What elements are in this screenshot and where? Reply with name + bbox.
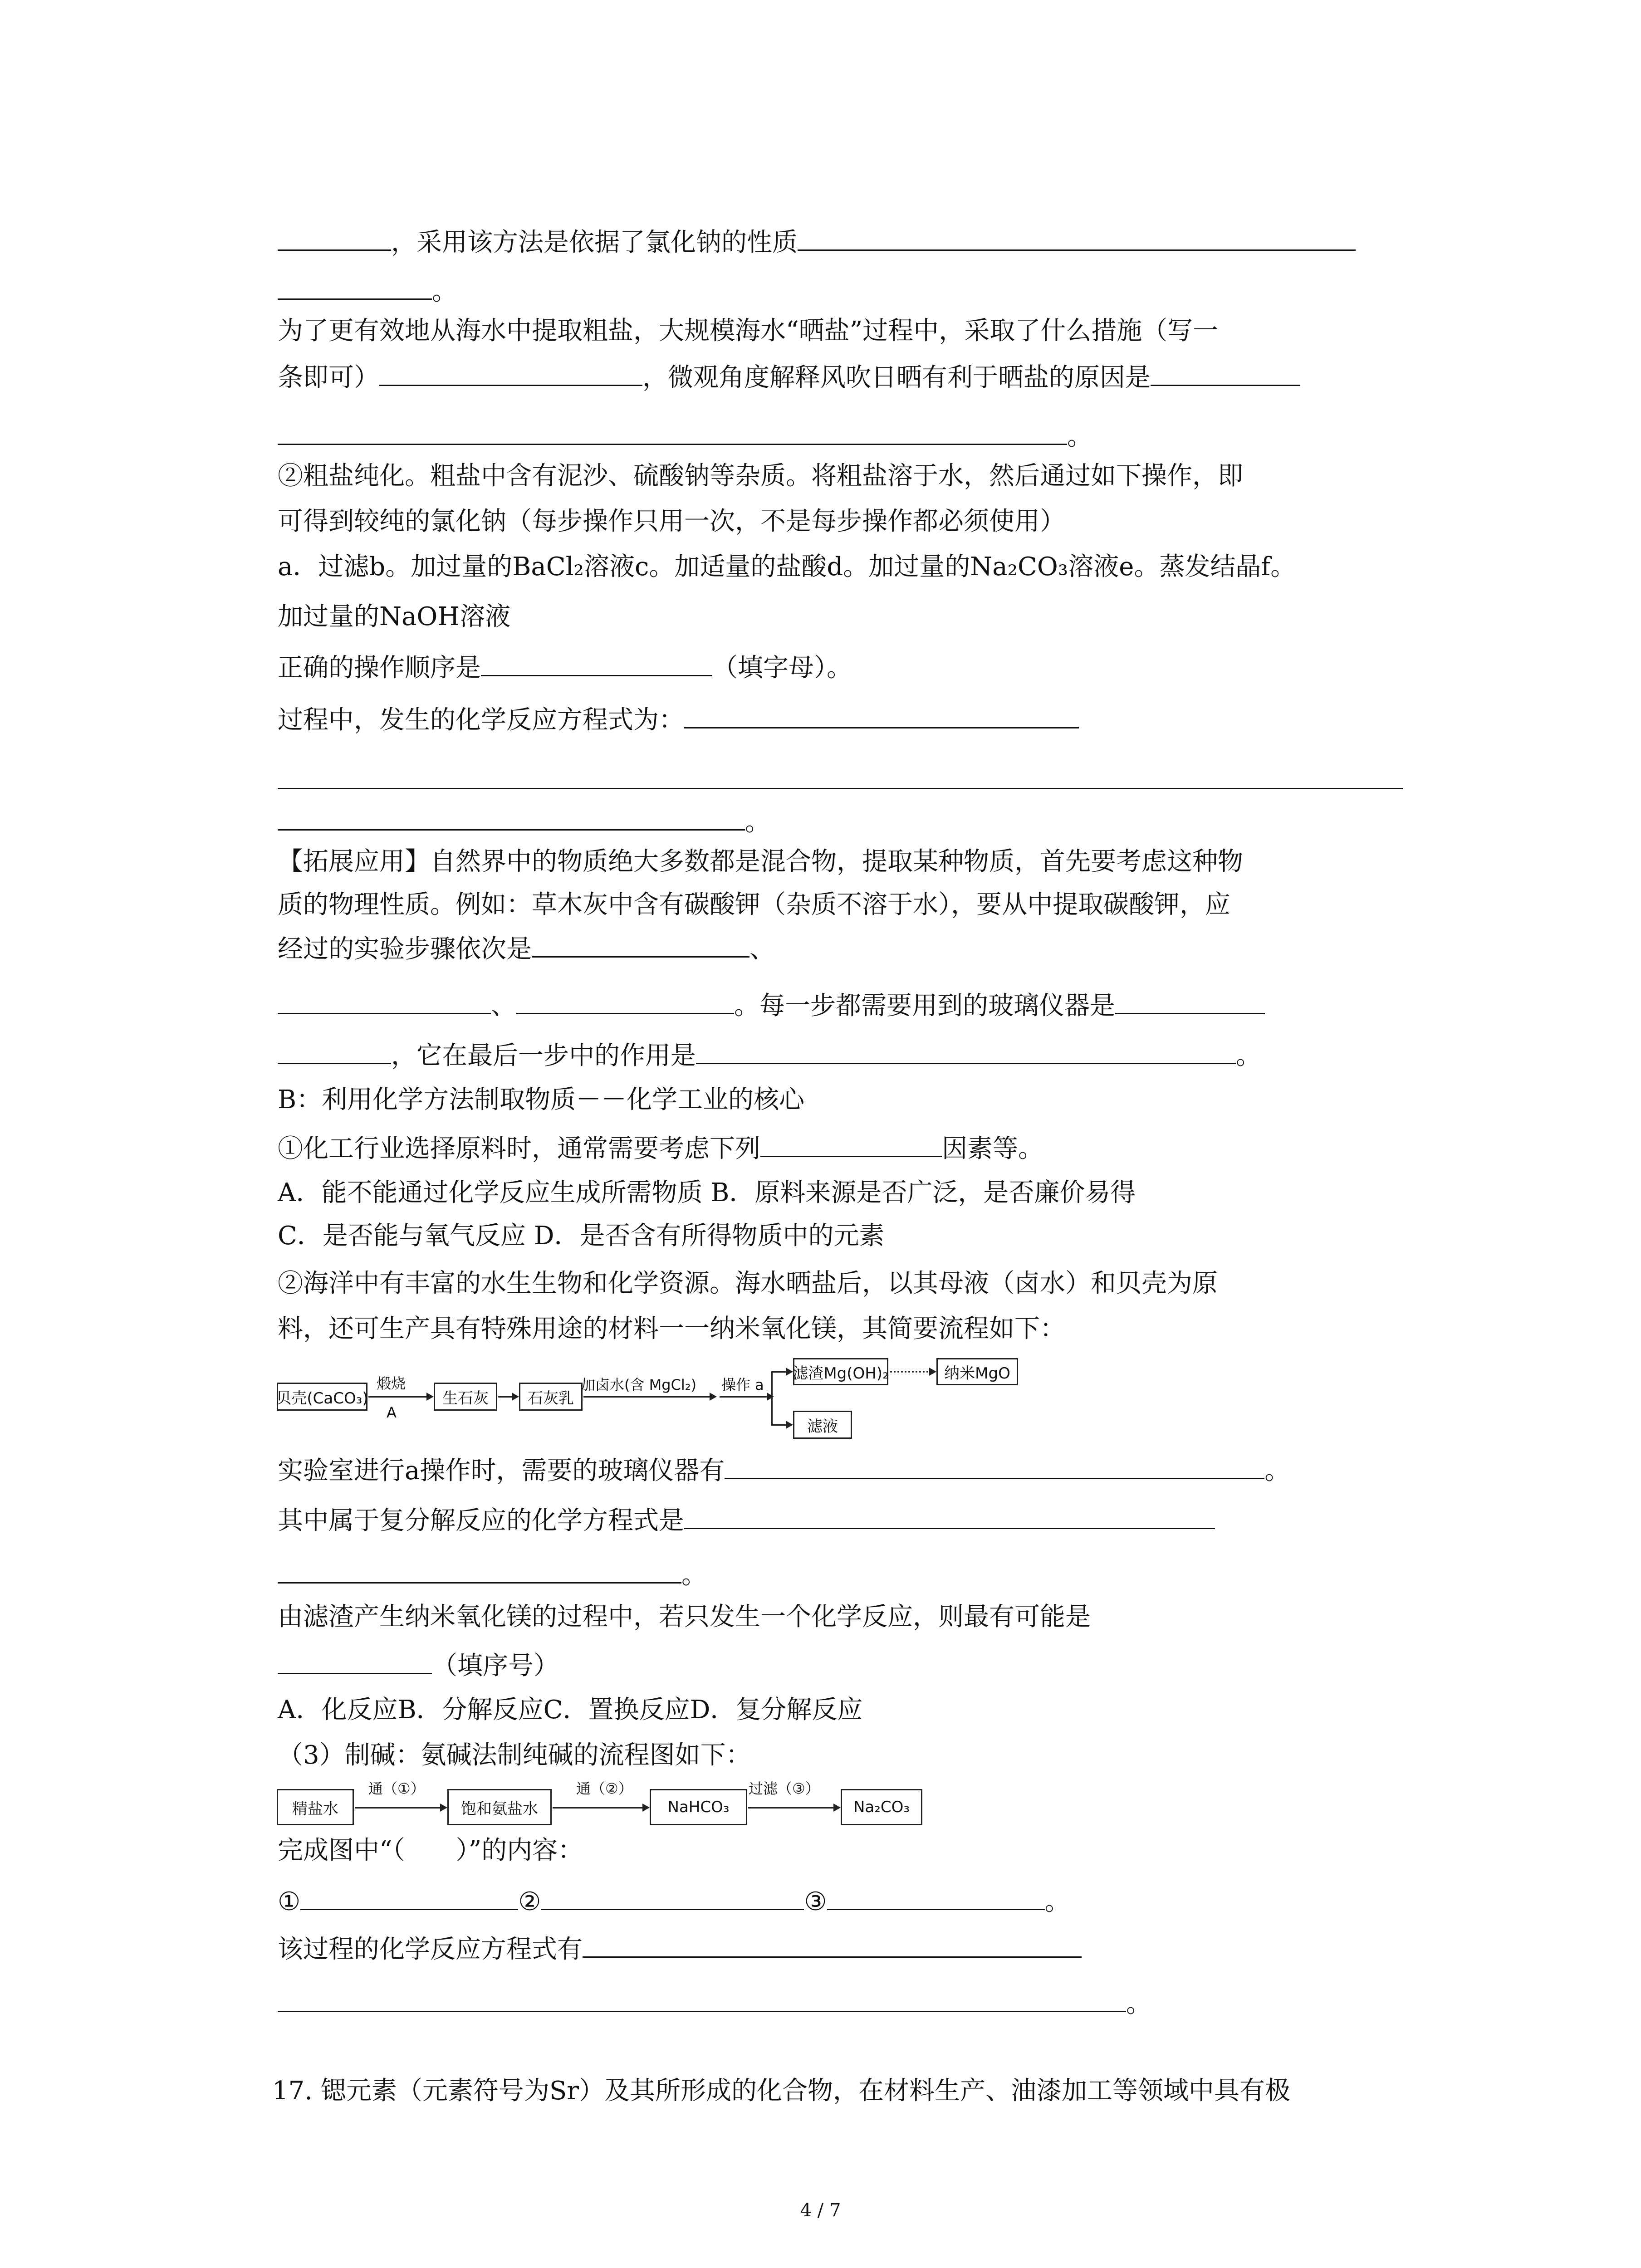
blank[interactable] xyxy=(696,1036,1236,1064)
line-31: （3）制碱：氨碱法制纯碱的流程图如下： xyxy=(278,1740,751,1770)
flow-label-a: A xyxy=(387,1404,397,1421)
flow2-box-na2co3: Na₂CO₃ xyxy=(841,1789,922,1825)
blank[interactable] xyxy=(278,1556,681,1584)
blank[interactable] xyxy=(725,1452,1264,1479)
text: ①化工行业选择原料时，通常需要考虑下列 xyxy=(278,1134,760,1163)
flow-box-shell: 贝壳(CaCO₃) xyxy=(277,1383,367,1411)
blank[interactable] xyxy=(278,272,432,300)
blank[interactable] xyxy=(278,1036,391,1064)
flow2-arrow-2 xyxy=(553,1807,648,1809)
line-16 xyxy=(278,930,775,968)
line-10 xyxy=(278,649,852,686)
blank[interactable] xyxy=(278,987,491,1014)
blank[interactable] xyxy=(379,358,642,386)
flow-box-residue: 滤渣Mg(OH)₂ xyxy=(793,1358,888,1385)
text: 。 xyxy=(681,1560,707,1590)
line-29 xyxy=(278,1647,559,1684)
line-19: B：利用化学方法制取物质－－化学工业的核心 xyxy=(278,1085,805,1114)
text: ，采用该方法是依据了氯化钠的性质 xyxy=(391,228,798,257)
text: 。 xyxy=(1236,1041,1261,1070)
flow-label-calcine: 煅烧 xyxy=(377,1375,406,1392)
answer-line[interactable] xyxy=(278,788,1403,789)
flow-arrow-3 xyxy=(583,1396,715,1398)
line-15: 质的物理性质。例如：草木灰中含有碳酸钾（杂质不溶于水），要从中提取碳酸钾，应 xyxy=(278,890,1230,919)
text: 。 xyxy=(1067,422,1092,451)
line-20 xyxy=(278,1129,1043,1167)
text: 。 xyxy=(745,807,770,837)
text: 条即可） xyxy=(278,363,379,392)
line-1 xyxy=(278,223,1356,261)
line-27 xyxy=(278,1556,707,1593)
line-28: 由滤渣产生纳米氧化镁的过程中，若只发生一个化学反应，则最有可能是 xyxy=(278,1602,1091,1632)
line-17 xyxy=(278,987,1265,1024)
text: ② xyxy=(518,1887,541,1916)
text: ，微观角度解释风吹日晒有利于晒盐的原因是 xyxy=(642,363,1151,392)
flow-arrow-lower xyxy=(771,1424,791,1426)
blank[interactable] xyxy=(278,803,745,831)
flow-arrow-2 xyxy=(498,1396,517,1398)
line-2 xyxy=(278,272,457,310)
blank[interactable] xyxy=(300,1882,518,1910)
flow2-label-2: 通（②） xyxy=(576,1780,633,1797)
flow-arrow-upper xyxy=(771,1371,791,1373)
flow2-arrow-1 xyxy=(355,1807,446,1809)
line-7: 可得到较纯的氯化钠（每步操作只用一次，不是每步操作都必须使用） xyxy=(278,507,1065,536)
blank[interactable] xyxy=(583,1930,1082,1958)
flow2-box-brine: 精盐水 xyxy=(277,1789,354,1825)
line-34 xyxy=(278,1930,1082,1968)
blank[interactable] xyxy=(760,1129,942,1157)
blank[interactable] xyxy=(1115,987,1265,1014)
line-4 xyxy=(278,358,1300,396)
text: 过程中，发生的化学反应方程式为： xyxy=(278,705,684,735)
blank[interactable] xyxy=(798,223,1356,251)
text: 其中属于复分解反应的化学方程式是 xyxy=(278,1506,684,1535)
blank[interactable] xyxy=(532,930,749,958)
flow-box-filtrate: 滤液 xyxy=(793,1411,852,1439)
line-18 xyxy=(278,1036,1261,1074)
line-26 xyxy=(278,1501,1215,1539)
text: ，它在最后一步中的作用是 xyxy=(391,1041,696,1070)
line-14: 【拓展应用】自然界中的物质绝大多数都是混合物，提取某种物质，首先要考虑这种物 xyxy=(278,847,1243,876)
flow-arrow-head xyxy=(930,1371,935,1373)
text: （填序号） xyxy=(432,1651,559,1681)
flow-label-operation-a: 操作 a xyxy=(721,1376,764,1393)
blank[interactable] xyxy=(278,223,391,251)
line-11 xyxy=(278,701,1079,738)
question-17: 17. 锶元素（元素符号为Sr）及其所形成的化合物，在材料生产、油漆加工等领域中具有极 xyxy=(272,2076,1290,2106)
blank[interactable] xyxy=(516,987,734,1014)
flow-arrow-4 xyxy=(720,1396,772,1398)
text: 实验室进行a操作时，需要的玻璃仪器有 xyxy=(278,1456,725,1486)
flow2-box-ammonia-brine: 饱和氨盐水 xyxy=(447,1789,552,1825)
page-number: 4 / 7 xyxy=(800,2200,841,2221)
text: 、 xyxy=(491,991,516,1021)
text: 正确的操作顺序是 xyxy=(278,653,481,683)
text: 该过程的化学反应方程式有 xyxy=(278,1935,583,1964)
text: 。 xyxy=(1264,1456,1290,1486)
blank[interactable] xyxy=(278,1984,1126,2012)
line-25 xyxy=(278,1452,1290,1489)
blank[interactable] xyxy=(278,417,1067,445)
line-32: 完成图中“（ ）”的内容： xyxy=(278,1836,583,1865)
line-30: A．化反应B．分解反应C．置换反应D．复分解反应 xyxy=(278,1695,863,1725)
flow-box-lime-milk: 石灰乳 xyxy=(519,1383,583,1411)
line-13 xyxy=(278,803,770,841)
line-35 xyxy=(278,1984,1151,2022)
flow2-arrow-3 xyxy=(748,1807,839,1809)
flow-box-quicklime: 生石灰 xyxy=(434,1383,497,1411)
flow-label-brine: 加卤水(含 MgCl₂) xyxy=(581,1376,697,1393)
line-24: 料，还可生产具有特殊用途的材料一一纳米氧化镁，其简要流程如下： xyxy=(278,1314,1065,1344)
line-6: ②粗盐纯化。粗盐中含有泥沙、硫酸钠等杂质。将粗盐溶于水，然后通过如下操作，即 xyxy=(278,461,1243,491)
blank[interactable] xyxy=(684,701,1079,728)
text: 。 xyxy=(1126,1989,1151,2019)
line-9: 加过量的NaOH溶液 xyxy=(278,602,511,631)
line-22: C．是否能与氧气反应 D．是否含有所得物质中的元素 xyxy=(278,1221,885,1251)
text: ① xyxy=(278,1887,301,1916)
line-23: ②海洋中有丰富的水生生物和化学资源。海水晒盐后，以其母液（卤水）和贝壳为原 xyxy=(278,1269,1218,1298)
flow2-box-nahco3: NaHCO₃ xyxy=(650,1789,747,1825)
flow-box-nano-mgo: 纳米MgO xyxy=(936,1358,1018,1385)
text: 。每一步都需要用到的玻璃仪器是 xyxy=(734,991,1115,1021)
flow-branch-line xyxy=(771,1371,773,1425)
line-21: A．能不能通过化学反应生成所需物质 B．原料来源是否广泛，是否廉价易得 xyxy=(278,1178,1136,1207)
text: 。 xyxy=(432,277,457,306)
flow-arrow-1 xyxy=(368,1396,432,1398)
text: 经过的实验步骤依次是 xyxy=(278,934,532,964)
blank[interactable] xyxy=(827,1882,1045,1910)
blank[interactable] xyxy=(278,1647,432,1674)
text: 。 xyxy=(1044,1887,1070,1916)
text: 、 xyxy=(749,934,775,964)
blank[interactable] xyxy=(481,649,712,676)
line-8: a．过滤b。加过量的BaCl₂溶液c。加适量的盐酸d。加过量的Na₂CO₃溶液e。蒸发结晶f。 xyxy=(278,552,1296,582)
flow-dotted-arrow xyxy=(890,1371,932,1373)
flow2-label-3: 过滤（③） xyxy=(749,1780,820,1797)
blank[interactable] xyxy=(684,1501,1215,1529)
text: ③ xyxy=(804,1887,827,1916)
text: （填字母）。 xyxy=(712,653,852,683)
line-5 xyxy=(278,417,1092,455)
blank[interactable] xyxy=(1151,358,1300,386)
flow2-label-1: 通（①） xyxy=(368,1780,425,1797)
line-3: 为了更有效地从海水中提取粗盐，大规模海水“晒盐”过程中，采取了什么措施（写一 xyxy=(278,316,1219,346)
text: 因素等。 xyxy=(942,1134,1043,1163)
blank[interactable] xyxy=(541,1882,804,1910)
line-33 xyxy=(278,1882,1070,1920)
